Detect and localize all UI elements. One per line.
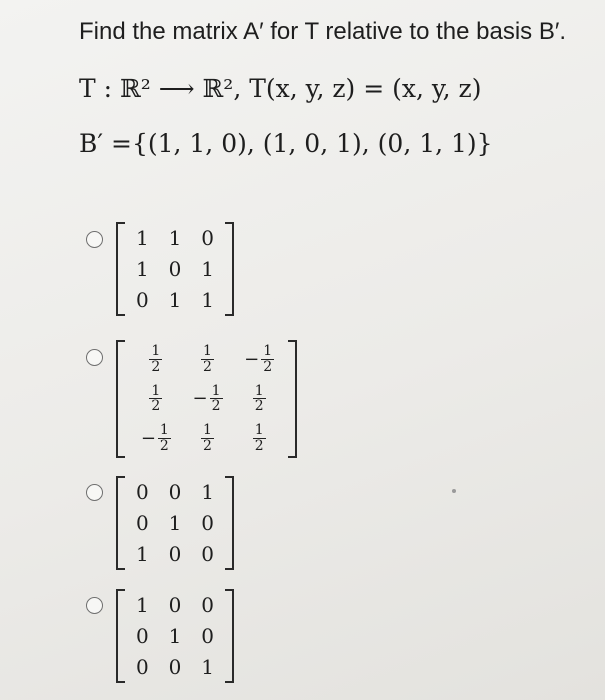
left-bracket: [116, 340, 125, 458]
matrix-cell: 0: [168, 542, 182, 567]
left-bracket: [116, 476, 125, 570]
denominator: 2: [203, 359, 212, 376]
fraction: [261, 344, 274, 374]
matrix-cell: 1: [168, 225, 182, 250]
matrix-cell: 1: [135, 542, 149, 567]
matrix-cell: [182, 419, 234, 458]
matrix-cell: [233, 379, 285, 418]
matrix-cell: 1: [168, 510, 182, 535]
matrix-cell: 1: [135, 592, 149, 617]
matrix-cell: 0: [135, 479, 149, 504]
minus-sign: −: [244, 349, 260, 371]
question-block: [79, 18, 566, 158]
option-3-radio[interactable]: [86, 484, 103, 501]
right-bracket: [225, 589, 234, 683]
right-bracket: [225, 222, 234, 316]
matrix-cell: [182, 379, 234, 418]
transformation-definition: T : ℝ² ⟶ ℝ², T(x, y, z) = (x, y, z): [79, 74, 482, 103]
matrix-cell: 0: [135, 623, 149, 648]
fraction: [210, 384, 223, 414]
fraction: [253, 423, 266, 453]
option-4-matrix[interactable]: [116, 589, 234, 683]
matrix-cell: 1: [135, 256, 149, 281]
numerator: 1: [254, 382, 264, 399]
option-2-radio[interactable]: [86, 349, 103, 366]
denominator: 2: [159, 437, 169, 454]
matrix-cell: 0: [168, 592, 182, 617]
option-1-radio[interactable]: [86, 231, 103, 248]
denominator: 2: [151, 359, 161, 376]
numerator: 1: [254, 422, 264, 439]
fraction: [149, 344, 162, 374]
matrix-cell: [233, 340, 285, 379]
matrix-cell: 0: [201, 225, 215, 250]
matrix-cell: 0: [135, 288, 149, 313]
numerator: 1: [263, 343, 273, 360]
basis-definition: B′ ={(1, 1, 0), (1, 0, 1), (0, 1, 1)}: [79, 129, 493, 158]
option-2-matrix[interactable]: [116, 340, 297, 458]
option-4-radio[interactable]: [86, 597, 103, 614]
matrix-cell: 1: [135, 225, 149, 250]
matrix-cell: 1: [168, 288, 182, 313]
option-1-matrix[interactable]: [116, 222, 234, 316]
matrix-cell: 1: [201, 655, 215, 680]
matrix-cell: 1: [201, 479, 215, 504]
matrix-cell: [130, 379, 182, 418]
numerator: 1: [211, 382, 221, 399]
option-3-matrix[interactable]: [116, 476, 234, 570]
fraction: [201, 344, 214, 374]
numerator: 1: [203, 422, 212, 439]
matrix-cell: 0: [201, 510, 215, 535]
stray-dot: [452, 489, 456, 493]
matrix-cell: [182, 340, 234, 379]
minus-sign: −: [140, 427, 156, 449]
matrix-cell: 0: [201, 623, 215, 648]
numerator: 1: [151, 343, 161, 360]
fraction: [253, 384, 266, 414]
matrix-cell: 0: [168, 256, 182, 281]
matrix-cell: 1: [201, 288, 215, 313]
right-bracket: [288, 340, 297, 458]
denominator: 2: [203, 437, 212, 454]
fraction: [158, 423, 171, 453]
denominator: 2: [263, 359, 273, 376]
matrix-cell: 0: [168, 479, 182, 504]
left-bracket: [116, 589, 125, 683]
matrix-cell: [130, 419, 182, 458]
fraction: [201, 423, 214, 453]
matrix-cell: [233, 419, 285, 458]
minus-sign: −: [192, 388, 208, 410]
matrix-cell: 1: [168, 623, 182, 648]
question-prompt: Find the matrix A′ for T relative to the basis B′.: [79, 18, 566, 45]
matrix-cell: 0: [201, 592, 215, 617]
right-bracket: [225, 476, 234, 570]
numerator: 1: [151, 382, 161, 399]
left-bracket: [116, 222, 125, 316]
matrix-cell: 0: [168, 655, 182, 680]
matrix-cell: 0: [135, 510, 149, 535]
numerator: 1: [159, 422, 169, 439]
fraction: [149, 384, 162, 414]
matrix-cell: 0: [201, 542, 215, 567]
denominator: 2: [151, 398, 161, 415]
denominator: 2: [254, 398, 264, 415]
denominator: 2: [254, 437, 264, 454]
matrix-cell: 1: [201, 256, 215, 281]
denominator: 2: [211, 398, 221, 415]
matrix-cell: 0: [135, 655, 149, 680]
matrix-cell: [130, 340, 182, 379]
numerator: 1: [203, 343, 212, 360]
